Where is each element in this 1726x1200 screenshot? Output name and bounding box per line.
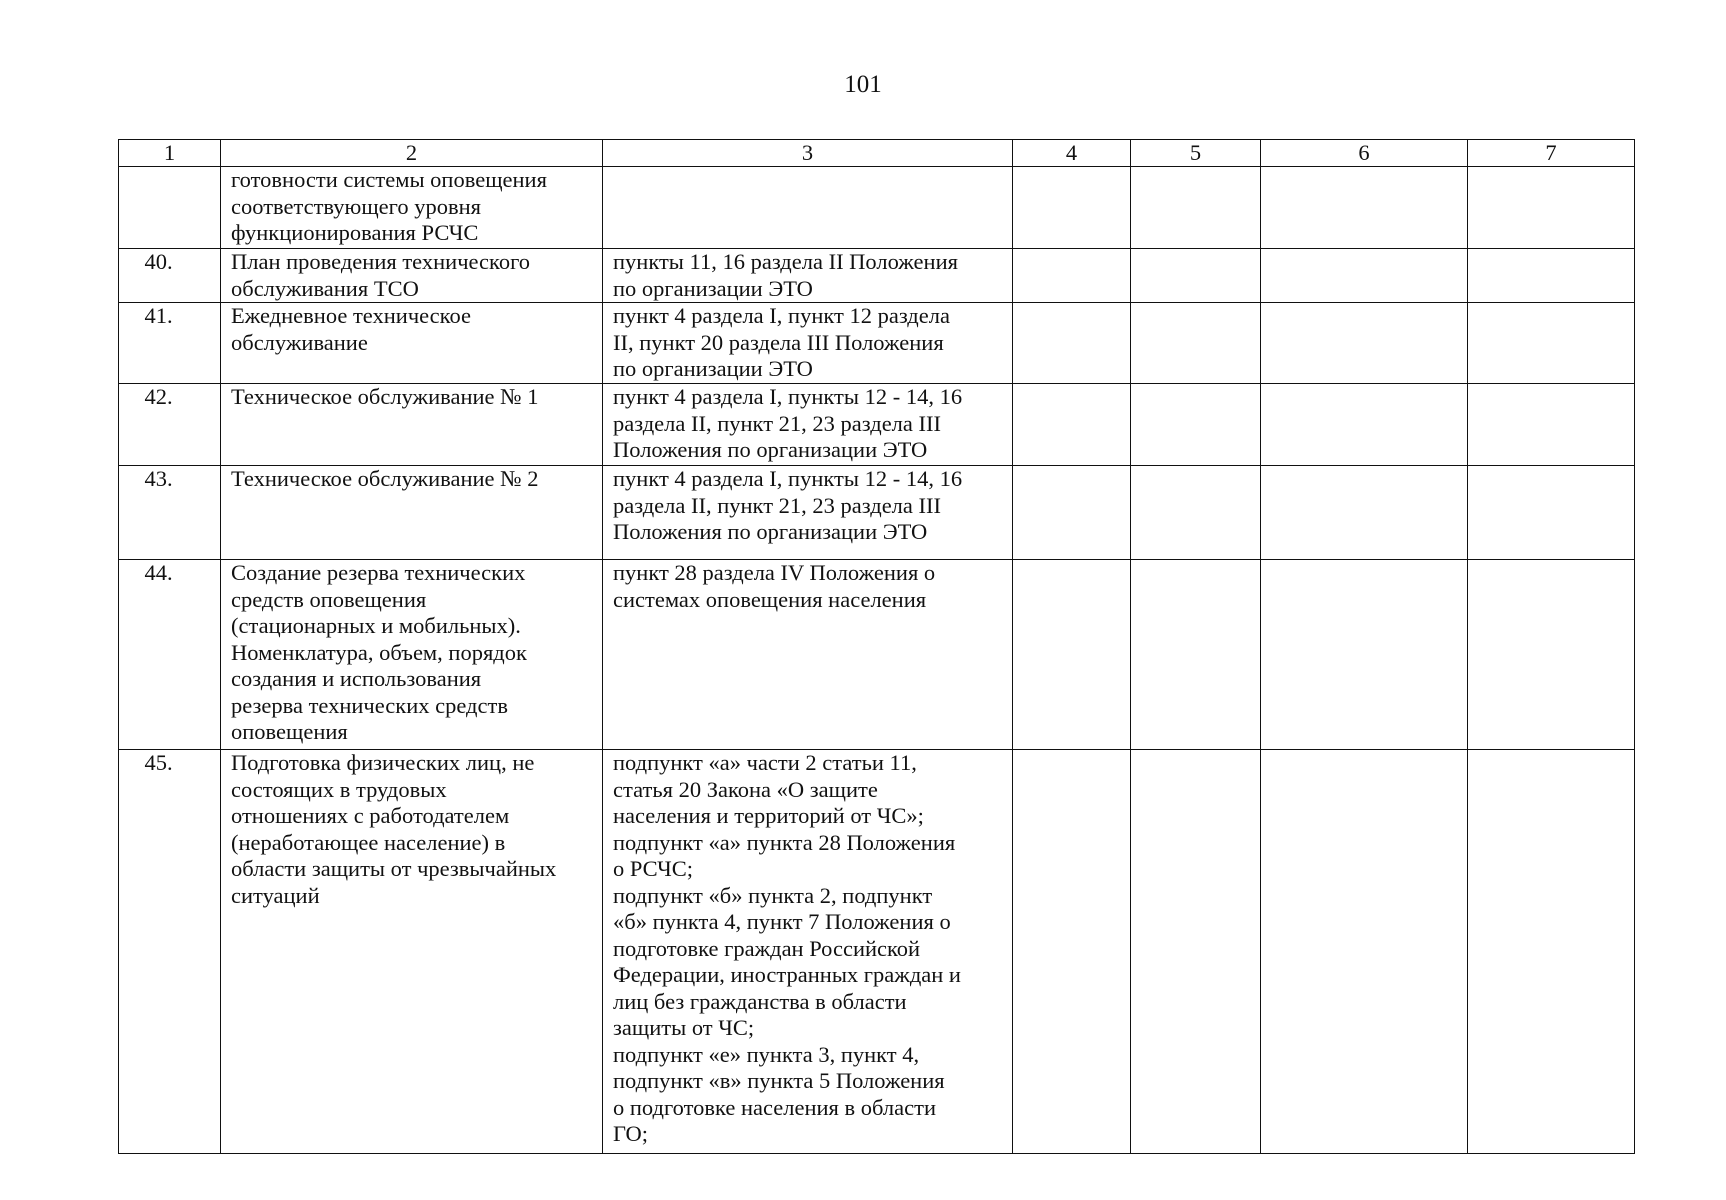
table-row [119,750,1635,1154]
requirement-text: План проведения технического обслуживания ТСО [221,249,603,303]
row-number: 44. [119,560,221,750]
legal-reference: пункт 4 раздела I, пункты 12 - 14, 16 раздела II, пункт 21, 23 раздела III Положения по организации ЭТО [603,466,1013,560]
empty-cell [1013,303,1131,384]
legal-reference: пункт 28 раздела IV Положения о системах оповещения населения [603,560,1013,750]
requirement-text: готовности системы оповещения соответствующего уровня функционирования РСЧС [221,167,603,249]
empty-cell [1131,249,1261,303]
empty-cell [1261,303,1468,384]
requirement-text: Создание резерва технических средств оповещения (стационарных и мобильных). Номенклатура, объем, порядок создания и использования резерва технических средств оповещения [221,560,603,750]
empty-cell [1468,750,1635,1154]
column-header: 4 [1013,140,1131,167]
row-number: 43. [119,466,221,560]
page-number: 101 [844,71,882,98]
table-row [119,384,1635,466]
empty-cell [1013,750,1131,1154]
column-number-row [119,140,1635,167]
legal-reference: пункты 11, 16 раздела II Положения по организации ЭТО [603,249,1013,303]
empty-cell [1013,384,1131,466]
column-header: 1 [119,140,221,167]
legal-reference: пункт 4 раздела I, пункты 12 - 14, 16 раздела II, пункт 21, 23 раздела III Положения по организации ЭТО [603,384,1013,466]
empty-cell [1013,249,1131,303]
row-number: 41. [119,303,221,384]
legal-reference: пункт 4 раздела I, пункт 12 раздела II, пункт 20 раздела III Положения по организации ЭТО [603,303,1013,384]
column-header: 7 [1468,140,1635,167]
legal-reference [603,167,1013,249]
empty-cell [1013,466,1131,560]
requirement-text: Подготовка физических лиц, не состоящих в трудовых отношениях с работодателем (неработающее население) в области защиты от чрезвычайных ситуаций [221,750,603,1154]
empty-cell [1131,384,1261,466]
table-row [119,303,1635,384]
empty-cell [1468,384,1635,466]
row-number: 42. [119,384,221,466]
row-number: 45. [119,750,221,1154]
empty-cell [1013,167,1131,249]
empty-cell [1131,750,1261,1154]
empty-cell [1261,750,1468,1154]
empty-cell [1261,384,1468,466]
row-number [119,167,221,249]
empty-cell [1261,560,1468,750]
empty-cell [1131,167,1261,249]
requirement-text: Техническое обслуживание № 1 [221,384,603,466]
row-number: 40. [119,249,221,303]
empty-cell [1261,249,1468,303]
requirement-text: Ежедневное техническое обслуживание [221,303,603,384]
empty-cell [1468,249,1635,303]
table-row [119,466,1635,560]
table-row [119,560,1635,750]
empty-cell [1261,167,1468,249]
empty-cell [1468,560,1635,750]
empty-cell [1131,466,1261,560]
empty-cell [1013,560,1131,750]
empty-cell [1468,167,1635,249]
column-header: 2 [221,140,603,167]
column-header: 6 [1261,140,1468,167]
empty-cell [1468,466,1635,560]
column-header: 3 [603,140,1013,167]
requirement-text: Техническое обслуживание № 2 [221,466,603,560]
empty-cell [1131,303,1261,384]
table-row [119,249,1635,303]
table-row [119,167,1635,249]
empty-cell [1261,466,1468,560]
legal-reference: подпункт «а» части 2 статьи 11, статья 20 Закона «О защите населения и территорий от ЧС»; подпункт «а» пункта 28 Положения о РСЧС; подпункт «б» пункта 2, подпункт «б» пункта 4, пункт 7 Положения о подготовке граждан Российской Федерации, иностранных граждан и лиц без гражданства в области защиты от ЧС; подпункт «е» пункта 3, пункт 4, подпункт «в» пункта 5 Положения о подготовке населения в области ГО; [603,750,1013,1154]
requirements-table [118,139,1635,1154]
empty-cell [1468,303,1635,384]
empty-cell [1131,560,1261,750]
column-header: 5 [1131,140,1261,167]
